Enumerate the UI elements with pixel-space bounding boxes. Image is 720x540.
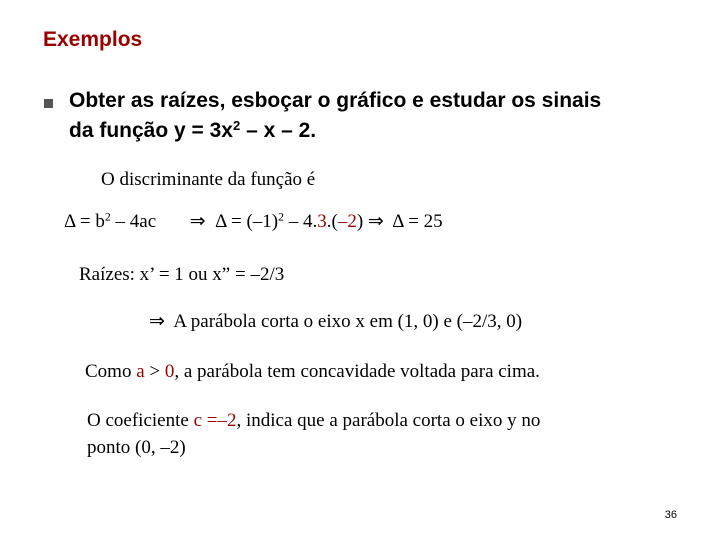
bullet-line-1: Obter as raízes, esboçar o gráfico e estudar os sinais: [69, 89, 602, 112]
formula-result: Δ = 25: [392, 211, 443, 232]
discriminant-formula: [64, 210, 443, 233]
implies-arrow-icon: ⇒: [149, 311, 165, 332]
bullet-line-2-before: da função y = 3x: [69, 119, 233, 142]
page-number: 36: [664, 509, 677, 521]
x-intersection-line: [149, 310, 522, 333]
coefficient-before: O coeficiente: [87, 410, 194, 431]
slide-title: Exemplos: [43, 28, 143, 51]
bullet-line-2-after: – x – 2.: [240, 119, 317, 142]
formula-c-value: –2: [337, 211, 357, 232]
formula-part-6: ): [356, 211, 364, 232]
concavity-zero: 0: [164, 361, 175, 382]
coefficient-c: c =–2: [193, 410, 237, 431]
bullet-line-2: [69, 116, 601, 146]
formula-part-1: Δ = b: [64, 211, 105, 232]
concavity-after: , a parábola tem concavidade voltada para cima.: [174, 361, 540, 382]
coefficient-a: a: [136, 361, 145, 382]
discriminant-intro: O discriminante da função é: [101, 169, 316, 190]
formula-exponent-2: 2: [278, 210, 285, 224]
coefficient-c-line-1: [87, 407, 540, 434]
bullet-statement: [69, 86, 601, 146]
coefficient-c-line-2: ponto (0, –2): [87, 437, 186, 458]
formula-exponent-1: 2: [104, 210, 111, 224]
formula-part-2: – 4ac: [110, 211, 157, 232]
formula-part-5: .(: [326, 211, 338, 232]
x-intersection-text: A parábola corta o eixo x em (1, 0) e (–2/3, 0): [173, 311, 523, 332]
coefficient-c-paragraph: [87, 407, 540, 461]
roots-line: Raízes: x’ = 1 ou x” = –2/3: [79, 264, 285, 285]
implies-arrow-icon: ⇒: [367, 211, 384, 232]
concavity-before: Como: [85, 361, 137, 382]
formula-part-3: Δ = (–1): [215, 211, 279, 232]
formula-a-value: 3: [317, 211, 327, 232]
coefficient-after: , indica que a parábola corta o eixo y no: [236, 410, 541, 431]
bullet-exponent: 2: [232, 117, 241, 133]
concavity-gt: >: [144, 361, 165, 382]
concavity-line: [85, 361, 540, 383]
formula-part-4: – 4.: [284, 211, 318, 232]
implies-arrow-icon: ⇒: [189, 211, 206, 232]
bullet-square-icon: [44, 99, 53, 108]
